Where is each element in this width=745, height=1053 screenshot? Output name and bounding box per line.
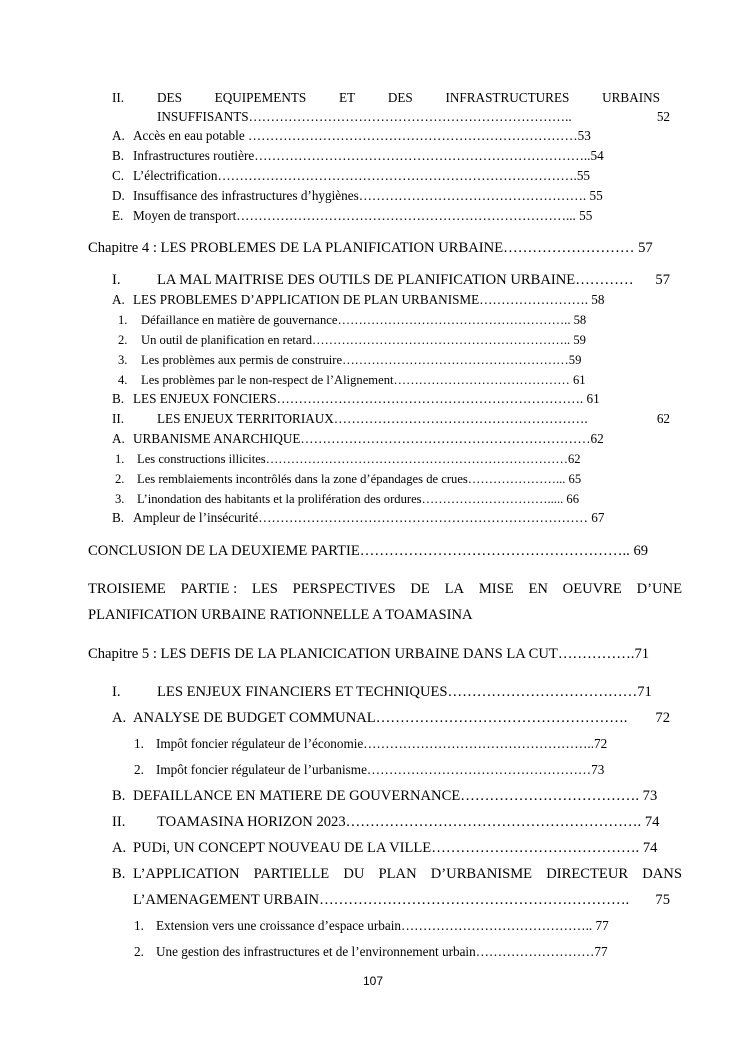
toc-entry-title: DEFAILLANCE EN MATIERE DE GOUVERNANCE………………………………. 73: [133, 788, 658, 804]
toc-entry-title: LES ENJEUX FONCIERS……………………………………………………………. 61: [133, 391, 600, 406]
toc-word: DES: [387, 90, 413, 105]
toc-part-heading: [88, 580, 682, 598]
toc-word: URBAINS: [602, 90, 660, 105]
toc-word: EQUIPEMENTS: [214, 90, 307, 105]
toc-entry-title: Un outil de planification en retard…………………………………………………….. 59: [141, 333, 586, 347]
toc-entry-title: Les remblaiements incontrôlés dans la zone d’épandages de crues…………………... 65: [137, 472, 582, 486]
toc-entry-number: A.: [112, 431, 125, 446]
toc-entry-number: E.: [112, 208, 124, 223]
toc-entry: [112, 90, 660, 106]
toc-entry-number: A.: [112, 710, 127, 726]
toc-entry-title: LA MAL MAITRISE DES OUTILS DE PLANIFICATION URBAINE…………: [157, 272, 634, 288]
toc-entry-number: 1.: [115, 452, 125, 466]
toc-entry-title: [157, 90, 660, 106]
toc-entry-number: B.: [112, 148, 125, 163]
toc-entry-title: Infrastructures routière…………………………………………………………………..54: [133, 148, 604, 163]
toc-entry-title: Les constructions illicites………………………………………………………………62: [137, 452, 581, 466]
toc-entry-number: 1.: [134, 918, 144, 933]
toc-word: INFRASTRUCTURES: [445, 90, 570, 105]
toc-word: PARTIELLE: [253, 866, 330, 882]
toc-word: PLAN: [378, 866, 417, 882]
toc-page-number: 72: [655, 710, 670, 726]
toc-entry-number: 4.: [118, 373, 128, 387]
toc-entry-title: L’électrification……………………………………………………………………….55: [133, 168, 591, 183]
toc-entry-number: 2.: [134, 762, 144, 777]
toc-part-heading-continued: [88, 607, 473, 623]
toc-entry-number: I.: [112, 684, 121, 700]
toc-page-number: 75: [655, 892, 670, 908]
toc-entry-title: L’AMENAGEMENT URBAIN……………………………………………………….: [133, 892, 630, 908]
toc-entry-title: Extension vers une croissance d’espace urbain…………………………………….. 77: [156, 918, 609, 933]
toc-entry-title: Ampleur de l’insécurité………………………………………………………………… 67: [133, 510, 605, 525]
toc-entry-number: B.: [112, 866, 126, 882]
toc-entry-number: II.: [112, 411, 125, 426]
toc-entry-number: A.: [112, 840, 127, 856]
toc-entry-title: Les problèmes par le non-respect de l’Alignement…………………………………… 61: [141, 373, 586, 387]
toc-entry-title: LES ENJEUX TERRITORIAUX………………………………………………….: [157, 411, 588, 426]
toc-entry-title: Accès en eau potable …………………………………………………………………53: [133, 128, 591, 143]
toc-entry-title: LES ENJEUX FINANCIERS ET TECHNIQUES…………………………………71: [157, 684, 652, 700]
toc-entry-number: II.: [112, 90, 125, 105]
toc-entry-title: Insuffisance des infrastructures d’hygiènes……………………………………………. 55: [133, 188, 603, 203]
toc-page-number: 62: [656, 411, 670, 426]
toc-entry-number: D.: [112, 188, 125, 203]
toc-entry-title: L’inondation des habitants et la prolifération des ordures…………………………..... 66: [137, 492, 579, 506]
toc-page-number: 57: [655, 272, 670, 288]
toc-chapter-heading: [88, 240, 653, 256]
toc-entry: [157, 109, 670, 125]
toc-word: L’APPLICATION: [133, 866, 240, 882]
toc-entry-number: 3.: [115, 492, 125, 506]
toc-entry-number: II.: [112, 814, 126, 830]
toc-word: PARTIE :: [180, 581, 238, 597]
toc-entry-title: LES PROBLEMES D’APPLICATION DE PLAN URBANISME……………………. 58: [133, 292, 605, 307]
page-number: 107: [362, 974, 384, 988]
toc-word: DIRECTEUR: [546, 866, 629, 882]
toc-entry-number: B.: [112, 391, 125, 406]
toc-entry-number: C.: [112, 168, 125, 183]
toc-entry: [133, 892, 670, 908]
toc-entry-title: TOAMASINA HORIZON 2023……………………………………………………. 74: [157, 814, 660, 830]
toc-word: DES: [157, 90, 182, 105]
toc-entry-title: Chapitre 5 : LES DEFIS DE LA PLANICICATION URBAINE DANS LA CUT…………….71: [88, 646, 650, 662]
toc-entry-title: Chapitre 4 : LES PROBLEMES DE LA PLANIFICATION URBAINE……………………… 57: [88, 240, 653, 256]
toc-entry-title: [133, 866, 682, 882]
toc-entry-title: PLANIFICATION URBAINE RATIONNELLE A TOAMASINA: [88, 607, 473, 623]
toc-word: D’UNE: [636, 581, 682, 597]
toc-entry-title: ANALYSE DE BUDGET COMMUNAL…………………………………………….: [133, 710, 628, 726]
toc-entry: [112, 866, 682, 884]
toc-entry-number: A.: [112, 292, 125, 307]
toc-word: TROISIEME: [88, 581, 166, 597]
toc-word: DANS: [642, 866, 682, 882]
toc-entry-title: PUDi, UN CONCEPT NOUVEAU DE LA VILLE……………………………………. 74: [133, 840, 658, 856]
toc-entry-title: Moyen de transport…………………………………………………………………... 55: [133, 208, 593, 223]
toc-word: ET: [338, 90, 356, 105]
toc-word: OEUVRE: [562, 581, 622, 597]
toc-entry-title: Défaillance en matière de gouvernance……………………………………………….. 58: [141, 313, 587, 327]
toc-entry-number: 3.: [118, 353, 128, 367]
toc-page-number: 52: [656, 109, 670, 124]
toc-word: EN: [528, 581, 548, 597]
toc-entry-number: I.: [112, 272, 121, 288]
toc-entry-title: INSUFFISANTS………………………………………………………………..: [157, 109, 572, 124]
toc-entry-number: 2.: [134, 944, 144, 959]
toc-entry-title: Impôt foncier régulateur de l’urbanisme……………………………………………73: [156, 762, 605, 777]
toc-entry-title: CONCLUSION DE LA DEUXIEME PARTIE……………………………………………….. 69: [88, 543, 649, 559]
toc-word: DU: [343, 866, 365, 882]
toc-word: LA: [444, 581, 465, 597]
toc-entry-number: A.: [112, 128, 125, 143]
toc-entry-number: 2.: [118, 333, 128, 347]
toc-entry-number: B.: [112, 788, 126, 804]
toc-entry-number: 1.: [118, 313, 128, 327]
toc-entry-number: 2.: [115, 472, 125, 486]
toc-entry-title: Impôt foncier régulateur de l’économie……………………………………………..72: [156, 736, 608, 751]
toc-entry-title: Une gestion des infrastructures et de l’environnement urbain………………………77: [156, 944, 608, 959]
toc-word: MISE: [478, 581, 514, 597]
toc-word: LES: [251, 581, 278, 597]
toc-word: DE: [410, 581, 430, 597]
toc-entry-number: 1.: [134, 736, 144, 751]
toc-entry-title: Les problèmes aux permis de construire………………………………………………59: [141, 353, 582, 367]
toc-section-heading: [88, 543, 648, 559]
toc-chapter-heading: [88, 646, 649, 662]
toc-word: PERSPECTIVES: [292, 581, 396, 597]
toc-word: D’URBANISME: [430, 866, 533, 882]
toc-entry-title: URBANISME ANARCHIQUE…………………………………………………………62: [133, 431, 604, 446]
toc-entry-number: B.: [112, 510, 125, 525]
